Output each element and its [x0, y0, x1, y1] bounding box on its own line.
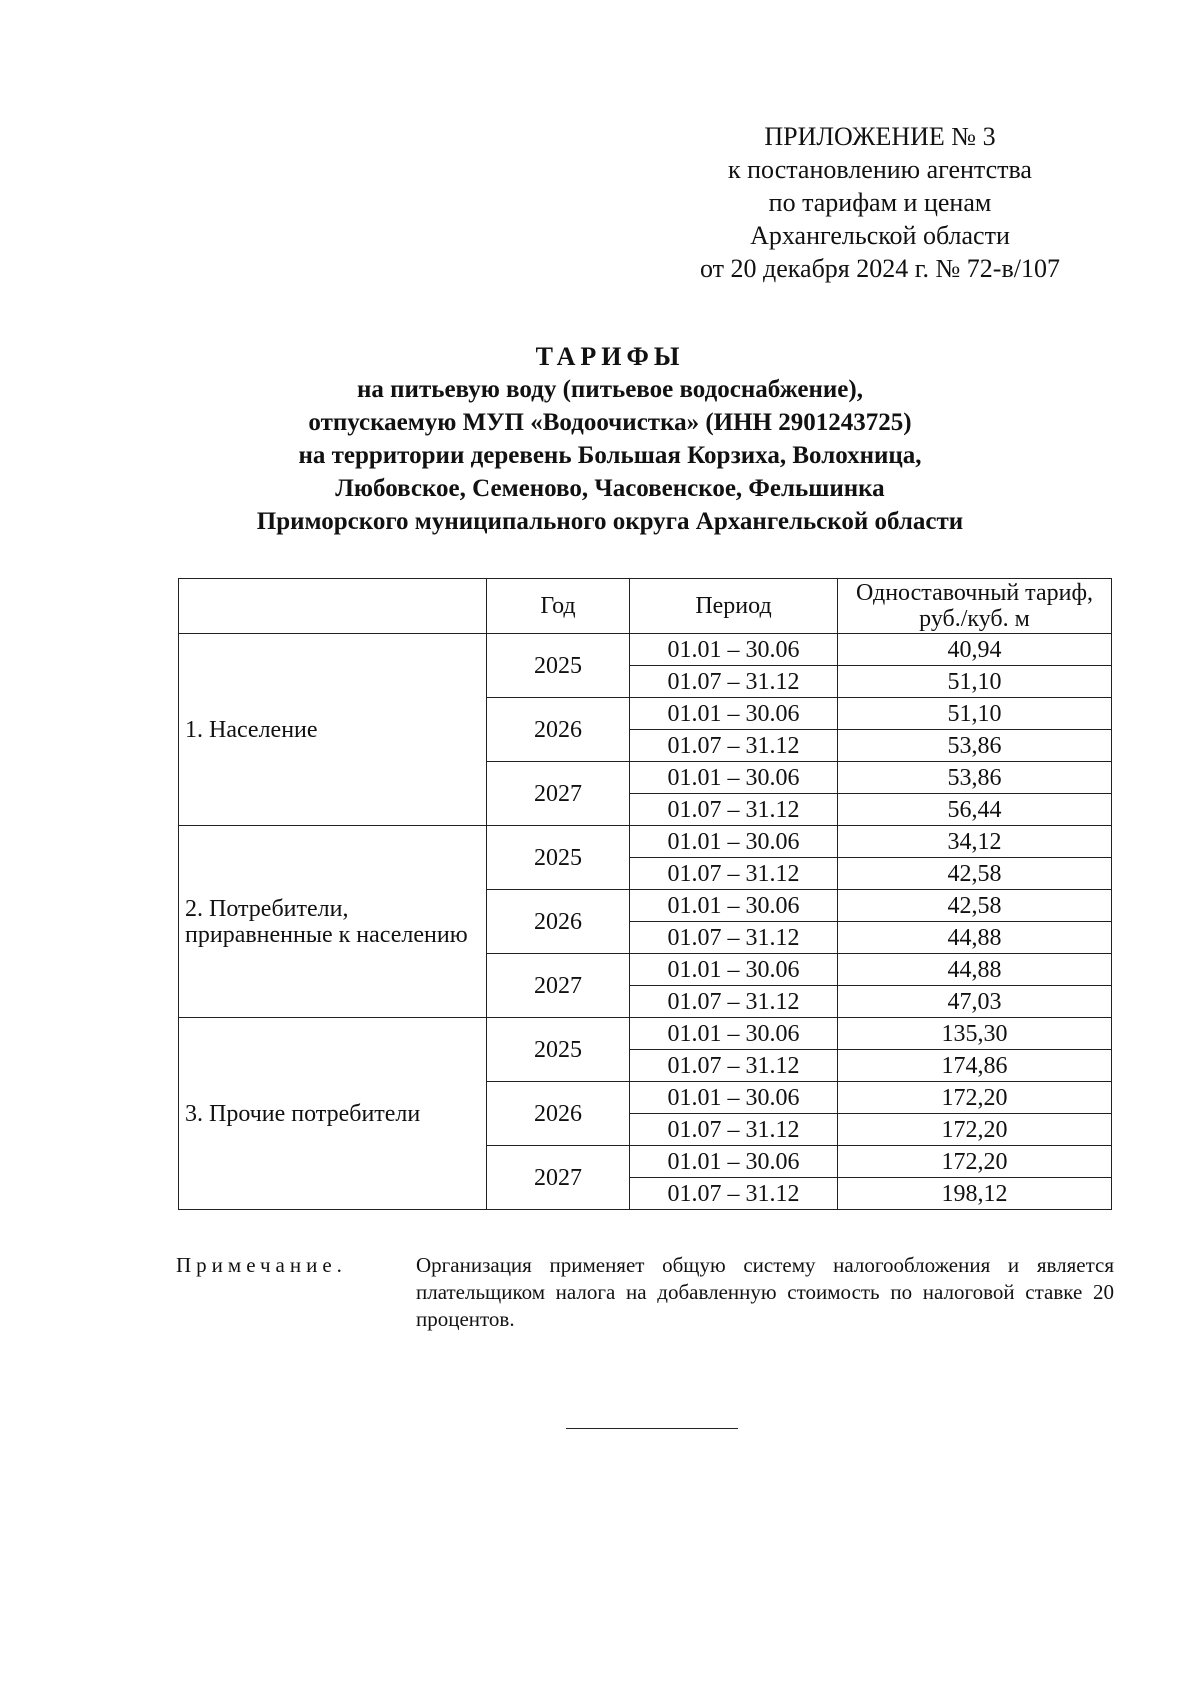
period-cell: 01.01 – 30.06 [630, 1146, 838, 1178]
heading-line-1: на питьевую воду (питьевое водоснабжение), [357, 376, 863, 403]
consumer-group-label: 3. Прочие потребители [185, 1100, 421, 1127]
appendix-number: ПРИЛОЖЕНИЕ № 3 [764, 122, 996, 151]
period-cell: 01.01 – 30.06 [630, 1082, 838, 1114]
period-cell: 01.07 – 31.12 [630, 1178, 838, 1210]
period-cell: 01.07 – 31.12 [630, 858, 838, 890]
document-heading [170, 340, 1050, 538]
table-row [179, 826, 1112, 858]
appendix-region: Архангельской области [750, 221, 1010, 250]
consumer-group-cell [179, 1018, 487, 1210]
year-cell: 2027 [487, 1146, 630, 1210]
header-group [179, 579, 487, 634]
heading-line-3: на территории деревень Большая Корзиха, Волохница, [298, 442, 922, 469]
note-label: Примечание. [176, 1253, 347, 1277]
tariff-cell: 51,10 [838, 666, 1112, 698]
year-cell: 2025 [487, 826, 630, 890]
tariff-cell: 47,03 [838, 986, 1112, 1018]
period-cell: 01.07 – 31.12 [630, 794, 838, 826]
heading-line-5: Приморского муниципального округа Архангельской области [256, 508, 964, 535]
tariff-table-body [179, 634, 1112, 1210]
appendix-agency: по тарифам и ценам [768, 188, 992, 217]
period-cell: 01.01 – 30.06 [630, 1018, 838, 1050]
table-row [179, 1018, 1112, 1050]
period-cell: 01.07 – 31.12 [630, 666, 838, 698]
tariff-cell: 56,44 [838, 794, 1112, 826]
period-cell: 01.07 – 31.12 [630, 922, 838, 954]
year-cell: 2025 [487, 1018, 630, 1082]
tariff-cell: 172,20 [838, 1146, 1112, 1178]
period-cell: 01.01 – 30.06 [630, 954, 838, 986]
tariff-cell: 44,88 [838, 954, 1112, 986]
appendix-reference: к постановлению агентства [728, 155, 1032, 184]
period-cell: 01.01 – 30.06 [630, 890, 838, 922]
header-tariff-line-2: руб./куб. м [919, 606, 1030, 632]
header-year: Год [487, 579, 630, 634]
year-cell: 2025 [487, 634, 630, 698]
period-cell: 01.01 – 30.06 [630, 762, 838, 794]
tariff-cell: 42,58 [838, 890, 1112, 922]
year-cell: 2027 [487, 762, 630, 826]
period-cell: 01.07 – 31.12 [630, 1114, 838, 1146]
tariff-cell: 44,88 [838, 922, 1112, 954]
tariff-cell: 51,10 [838, 698, 1112, 730]
period-cell: 01.07 – 31.12 [630, 1050, 838, 1082]
header-tariff-line-1: Одноставочный тариф, [855, 580, 1093, 606]
header-tariff [838, 579, 1112, 634]
tariff-cell: 198,12 [838, 1178, 1112, 1210]
tariff-cell: 172,20 [838, 1082, 1112, 1114]
year-cell: 2026 [487, 1082, 630, 1146]
tariff-cell: 40,94 [838, 634, 1112, 666]
document-title: ТАРИФЫ [535, 342, 685, 371]
appendix-block [660, 120, 1100, 285]
tariff-cell: 135,30 [838, 1018, 1112, 1050]
tariff-cell: 53,86 [838, 730, 1112, 762]
note-text: Организация применяет общую систему налогообложения и является плательщиком налога на добавленную стоимость по налоговой ставке 20 процентов. [416, 1253, 1114, 1331]
tariff-cell: 174,86 [838, 1050, 1112, 1082]
period-cell: 01.01 – 30.06 [630, 634, 838, 666]
year-cell: 2026 [487, 890, 630, 954]
consumer-group-cell [179, 634, 487, 826]
period-cell: 01.01 – 30.06 [630, 826, 838, 858]
year-cell: 2027 [487, 954, 630, 1018]
consumer-group-cell [179, 826, 487, 1018]
tariff-cell: 53,86 [838, 762, 1112, 794]
heading-line-2: отпускаемую МУП «Водоочистка» (ИНН 2901243725) [308, 409, 912, 436]
heading-line-4: Любовское, Семеново, Часовенское, Фельшинка [335, 475, 885, 502]
tariff-cell: 172,20 [838, 1114, 1112, 1146]
period-cell: 01.01 – 30.06 [630, 698, 838, 730]
period-cell: 01.07 – 31.12 [630, 986, 838, 1018]
tariff-cell: 34,12 [838, 826, 1112, 858]
year-cell: 2026 [487, 698, 630, 762]
consumer-group-label: 2. Потребители, [185, 895, 349, 922]
tariff-table [178, 578, 1112, 1210]
consumer-group-label-line-2: приравненные к населению [185, 921, 468, 948]
table-header-row [179, 579, 1112, 634]
tariff-cell: 42,58 [838, 858, 1112, 890]
closing-line [566, 1428, 738, 1429]
period-cell: 01.07 – 31.12 [630, 730, 838, 762]
consumer-group-label: 1. Население [185, 716, 318, 743]
appendix-date: от 20 декабря 2024 г. № 72-в/107 [700, 254, 1060, 283]
header-period: Период [630, 579, 838, 634]
table-row [179, 634, 1112, 666]
